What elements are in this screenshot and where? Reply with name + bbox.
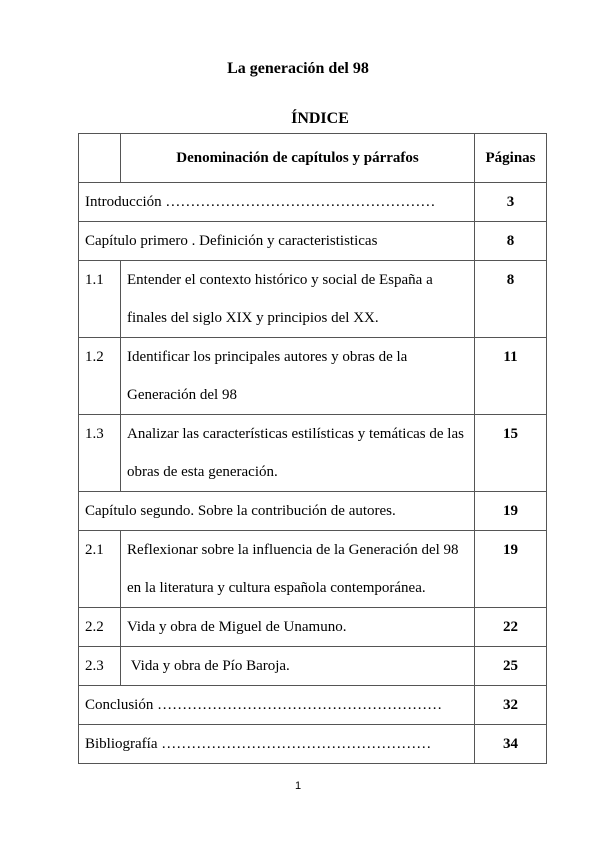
toc-header-number <box>79 134 121 183</box>
toc-row <box>79 415 547 492</box>
toc-entry-number: 2.2 <box>79 608 121 647</box>
toc-entry-page: 22 <box>475 608 547 647</box>
document-title: La generación del 98 <box>227 60 369 77</box>
toc-entry-title: Reflexionar sobre la influencia de la Generación del 98 en la literatura y cultura española contemporánea. <box>121 531 475 608</box>
toc-entry-number: 2.1 <box>79 531 121 608</box>
toc-row <box>79 647 547 686</box>
toc-entry-number: 1.3 <box>79 415 121 492</box>
toc-entry-title: Analizar las características estilísticas y temáticas de las obras de esta generación. <box>121 415 475 492</box>
toc-entry-title: Introducción ……………………………………………… <box>79 183 475 222</box>
toc-entry-page: 8 <box>475 222 547 261</box>
toc-entry-number: 1.1 <box>79 261 121 338</box>
toc-entry-page: 15 <box>475 415 547 492</box>
toc-row <box>79 531 547 608</box>
toc-row <box>79 222 547 261</box>
toc-row <box>79 725 547 764</box>
toc-entry-page: 19 <box>475 531 547 608</box>
toc-entry-page: 11 <box>475 338 547 415</box>
toc-row <box>79 183 547 222</box>
toc-entry-page: 34 <box>475 725 547 764</box>
toc-entry-number: 2.3 <box>79 647 121 686</box>
index-heading: ÍNDICE <box>291 110 349 127</box>
toc-row <box>79 686 547 725</box>
toc-entry-page: 25 <box>475 647 547 686</box>
toc-entry-title: Vida y obra de Pío Baroja. <box>121 647 475 686</box>
page-number: 1 <box>294 780 302 792</box>
toc-entry-page: 3 <box>475 183 547 222</box>
toc-row <box>79 261 547 338</box>
toc-row <box>79 492 547 531</box>
toc-entry-page: 19 <box>475 492 547 531</box>
toc-header-row <box>79 134 547 183</box>
toc-entry-title: Vida y obra de Miguel de Unamuno. <box>121 608 475 647</box>
toc-header-pages: Páginas <box>475 134 547 183</box>
toc-entry-title: Entender el contexto histórico y social de España a finales del siglo XIX y principios del XX. <box>121 261 475 338</box>
toc-entry-title: Bibliografía ……………………………………………… <box>79 725 475 764</box>
toc-row <box>79 338 547 415</box>
toc-entry-number: 1.2 <box>79 338 121 415</box>
toc-header-title: Denominación de capítulos y párrafos <box>121 134 475 183</box>
toc-entry-title: Capítulo primero . Definición y caracterististicas <box>79 222 475 261</box>
toc-body <box>79 183 547 764</box>
toc-row <box>79 608 547 647</box>
toc-entry-title: Identificar los principales autores y obras de la Generación del 98 <box>121 338 475 415</box>
toc-entry-page: 8 <box>475 261 547 338</box>
toc-entry-title: Capítulo segundo. Sobre la contribución de autores. <box>79 492 475 531</box>
toc-entry-title: Conclusión ………………………………………………… <box>79 686 475 725</box>
table-of-contents <box>78 133 547 764</box>
toc-entry-page: 32 <box>475 686 547 725</box>
